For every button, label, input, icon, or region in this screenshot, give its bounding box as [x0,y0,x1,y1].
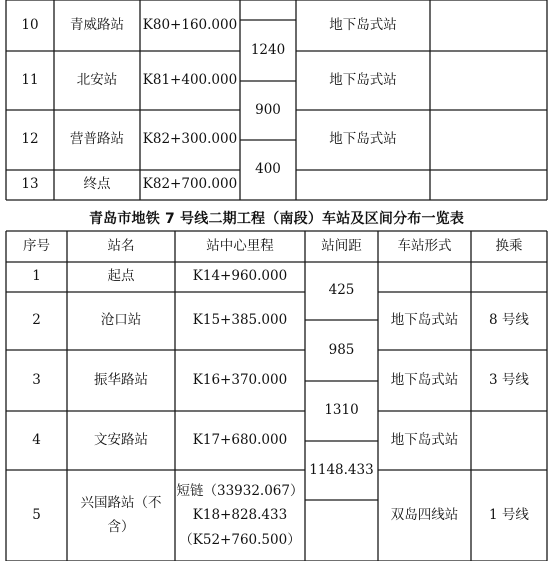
row-number: 2 [32,312,41,329]
station-name: 北安站 [76,71,118,88]
station-name: 营普路站 [70,131,124,148]
row-number: 3 [32,371,41,388]
station-mileage: K80+160.000 [142,16,238,33]
mileage-line: （K52+760.500） [179,531,301,548]
station-type [378,262,471,292]
station-mileage [175,470,305,561]
row-number: 12 [21,131,39,148]
station-distance: 985 [328,341,355,358]
header-name: 站名 [107,237,135,254]
station-type: 地下岛式站 [390,312,459,329]
station-transfer: 8 号线 [489,312,529,329]
station-distance: 1148.433 [309,461,374,478]
table-title: 青岛市地铁 7 号线二期工程（南段）车站及区间分布一览表 [88,211,465,227]
row-number: 11 [21,71,39,88]
header-distance: 站间距 [321,237,362,254]
station-type: 地下岛式站 [329,131,397,148]
station-type [296,170,430,200]
station-distance: 425 [328,282,355,299]
station-name [67,470,175,561]
row-number: 4 [32,431,41,448]
station-transfer [471,262,547,292]
station-transfer: 1 号线 [489,506,529,523]
station-transfer [471,411,547,470]
station-distance: 1310 [324,402,359,419]
station-mileage: K81+400.000 [142,71,238,88]
station-name: 青威路站 [70,16,124,33]
station-type: 地下岛式站 [329,16,397,33]
mileage-line: 短链（33932.067） [176,483,304,500]
station-name: 文安路站 [94,431,148,448]
header-mileage: 站中心里程 [206,237,274,254]
station-mileage: K82+300.000 [142,131,238,148]
station-transfer: 3 号线 [489,371,529,388]
station-type: 双岛四线站 [390,506,459,523]
station-name-line: 兴国路站（不 [80,494,162,511]
station-mileage: K82+700.000 [142,176,238,193]
row-number: 1 [32,268,41,285]
station-name: 振华路站 [94,371,148,388]
station-mileage: K16+370.000 [192,371,288,388]
station-mileage: K17+680.000 [192,431,288,448]
row-number: 13 [21,176,39,193]
header-type: 车站形式 [397,237,452,254]
row-number: 5 [32,506,41,523]
station-name: 终点 [83,176,111,193]
row-number: 10 [21,16,39,33]
mileage-line: K18+828.433 [192,507,288,524]
station-mileage: K14+960.000 [192,268,288,285]
station-distance: 1240 [250,41,286,58]
station-name-line: 含） [107,518,135,535]
header-no: 序号 [23,237,50,254]
station-type: 地下岛式站 [390,431,459,448]
station-distance: 400 [255,161,281,178]
header-transfer: 换乘 [495,237,523,254]
station-type: 地下岛式站 [390,371,459,388]
station-mileage: K15+385.000 [192,312,288,329]
station-name: 起点 [107,268,135,285]
station-name: 沧口站 [100,312,142,329]
station-type: 地下岛式站 [329,71,397,88]
station-distance: 900 [255,101,281,118]
